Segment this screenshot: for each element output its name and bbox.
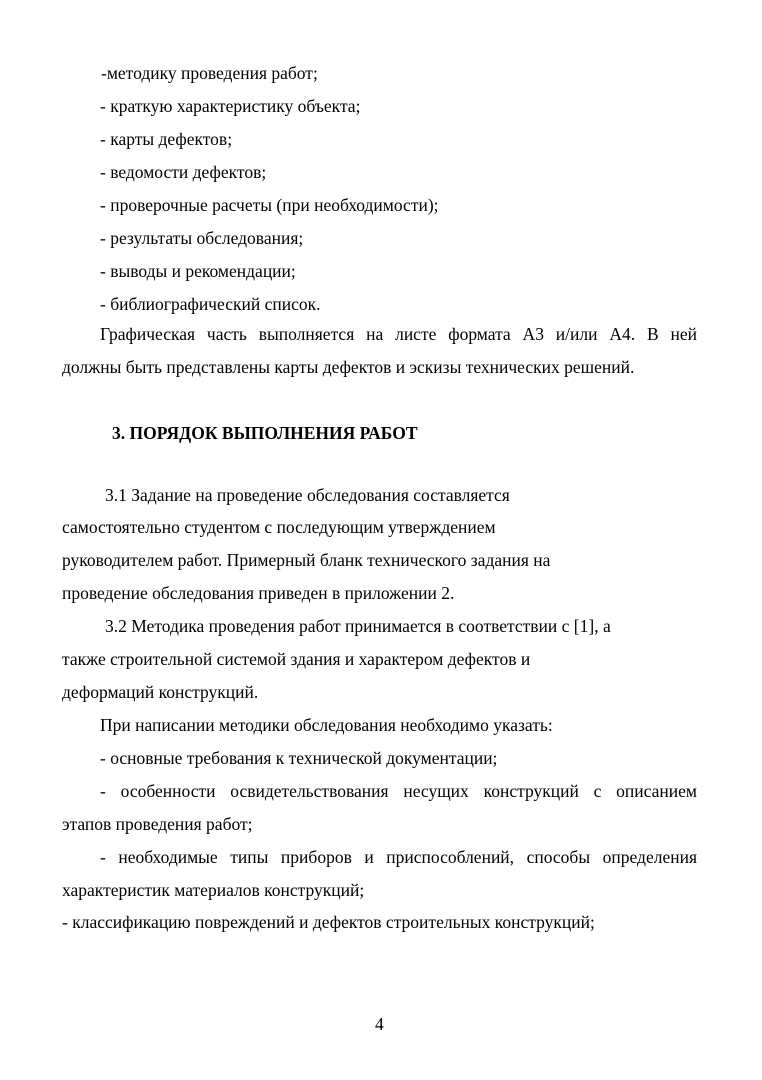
paragraph-line: должны быть представлены карты дефектов и эскизы технических решений. bbox=[62, 357, 635, 377]
list-item: характеристик материалов конструкций; bbox=[62, 880, 365, 900]
list-item: - особенности освидетельствования несущих конструкций с описанием bbox=[100, 781, 697, 801]
list-item: - краткую характеристику объекта; bbox=[100, 96, 361, 116]
paragraph-line: 3.2 Методика проведения работ принимается в соответствии с [1], а bbox=[105, 616, 611, 636]
paragraph-line: 3.1 Задание на проведение обследования составляется bbox=[105, 485, 510, 505]
list-item: - результаты обследования; bbox=[100, 228, 304, 248]
list-item: -методику проведения работ; bbox=[101, 63, 318, 83]
list-item: - ведомости дефектов; bbox=[100, 162, 267, 182]
list-item: - классификацию повреждений и дефектов строительных конструкций; bbox=[62, 912, 595, 932]
section-heading: 3. ПОРЯДОК ВЫПОЛНЕНИЯ РАБОТ bbox=[112, 423, 418, 443]
paragraph-line: деформаций конструкций. bbox=[62, 682, 259, 702]
list-item: - основные требования к технической документации; bbox=[100, 748, 498, 768]
list-item: - карты дефектов; bbox=[100, 129, 233, 149]
list-item: - необходимые типы приборов и приспособлений, способы определения bbox=[100, 847, 697, 867]
paragraph-line: руководителем работ. Примерный бланк технического задания на bbox=[62, 550, 551, 570]
paragraph-line: Графическая часть выполняется на листе формата А3 и/или А4. В ней bbox=[100, 324, 697, 344]
paragraph-line: При написании методики обследования необходимо указать: bbox=[100, 715, 553, 735]
paragraph-line: также строительной системой здания и характером дефектов и bbox=[62, 649, 531, 669]
paragraph-line: проведение обследования приведен в приложении 2. bbox=[62, 583, 455, 603]
page-number: 4 bbox=[375, 1014, 384, 1034]
list-item: - библиографический список. bbox=[100, 294, 321, 314]
list-item: - проверочные расчеты (при необходимости); bbox=[100, 195, 439, 215]
list-item: этапов проведения работ; bbox=[62, 814, 253, 834]
list-item: - выводы и рекомендации; bbox=[100, 261, 296, 281]
paragraph-line: самостоятельно студентом с последующим утверждением bbox=[62, 517, 496, 537]
